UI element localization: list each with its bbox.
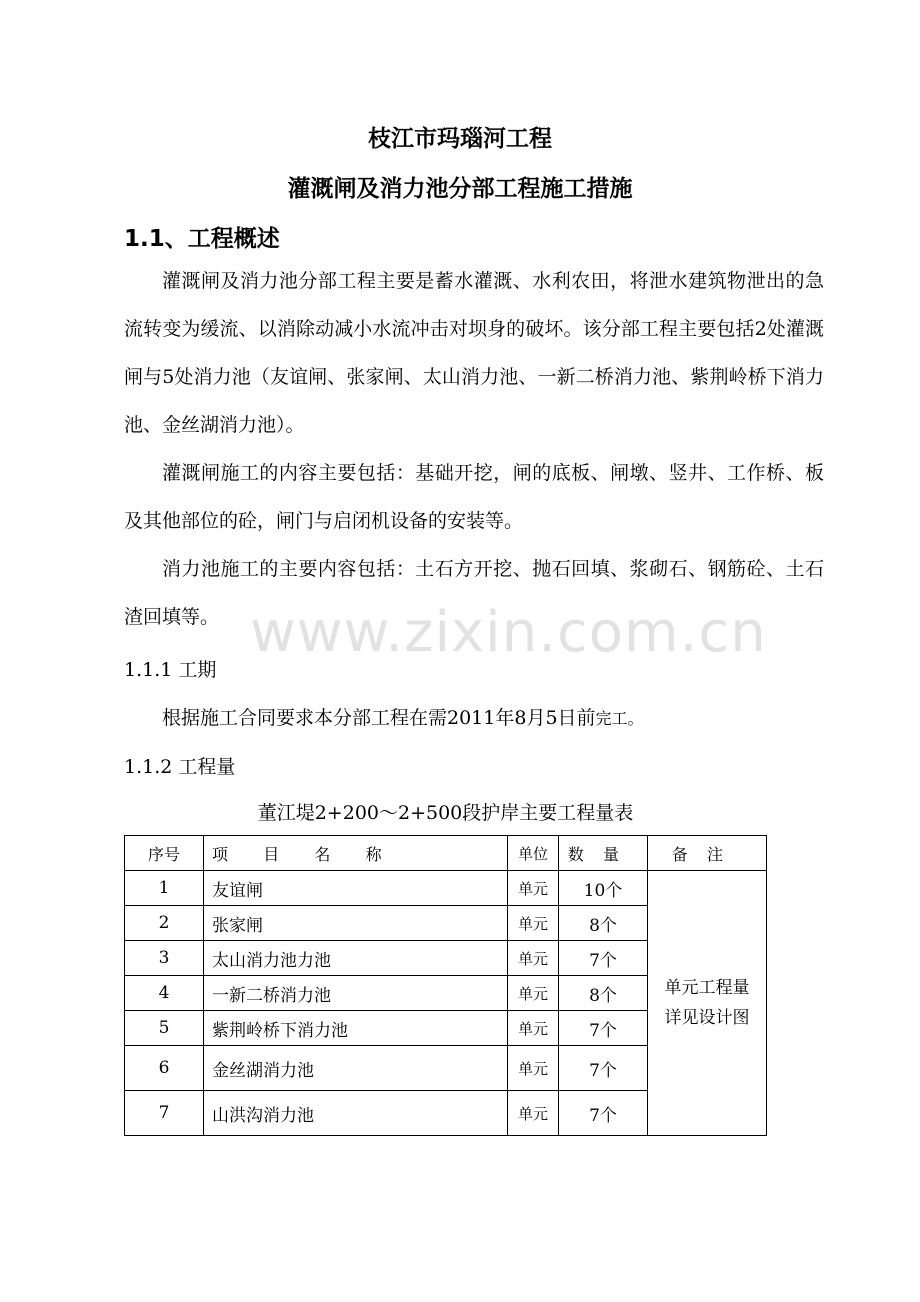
cell-no: 5 (125, 1011, 204, 1046)
cell-name: 张家闸 (204, 906, 508, 941)
section-heading: 1.1、工程概述 (124, 226, 280, 252)
header-note: 备注 (648, 836, 767, 871)
header-name: 项目名称 (204, 836, 508, 871)
document-subtitle: 灌溉闸及消力池分部工程施工措施 (287, 176, 633, 202)
cell-qty: 7个 (559, 1091, 648, 1136)
subsection-quantities: 1.1.2 工程量 (124, 756, 236, 778)
cell-name: 山洪沟消力池 (204, 1091, 508, 1136)
cell-qty: 7个 (559, 1011, 648, 1046)
subsection-schedule: 1.1.1 工期 (124, 659, 217, 681)
cell-name: 紫荆岭桥下消力池 (204, 1011, 508, 1046)
overview-paragraph: 灌溉闸及消力池分部工程主要是蓄水灌溉、水利农田，将泄水建筑物泄出的急流转变为缓流、以消除动减小水流冲击对坝身的破坏。该分部工程主要包括2处灌溉闸与5处消力池（友谊闸、张家闸、太山消力池、一新二桥消力池、紫荆岭桥下消力池、金丝湖消力池）。 (124, 270, 824, 436)
note-line2: 详见设计图 (664, 1008, 750, 1028)
schedule-text-end: 完工。 (595, 709, 644, 728)
header-no: 序号 (125, 836, 204, 871)
cell-unit: 单元 (508, 1091, 559, 1136)
cell-unit: 单元 (508, 1011, 559, 1046)
cell-no: 7 (125, 1091, 204, 1136)
cell-unit: 单元 (508, 976, 559, 1011)
table-caption: 董江堤2+200～2+500段护岸主要工程量表 (257, 802, 634, 824)
cell-qty: 8个 (559, 906, 648, 941)
cell-name: 太山消力池力池 (204, 941, 508, 976)
cell-no: 2 (125, 906, 204, 941)
cell-no: 4 (125, 976, 204, 1011)
cell-no: 1 (125, 871, 204, 906)
cell-unit: 单元 (508, 941, 559, 976)
cell-name: 一新二桥消力池 (204, 976, 508, 1011)
cell-unit: 单元 (508, 1046, 559, 1091)
note-line1: 单元工程量 (664, 978, 750, 998)
cell-qty: 8个 (559, 976, 648, 1011)
watermark: www.zixin.com.cn (250, 600, 767, 665)
cell-qty: 10个 (559, 871, 648, 906)
schedule-text: 根据施工合同要求本分部工程在需2011年8月5日前 (162, 707, 596, 729)
table-header-row (125, 836, 767, 871)
table-row (125, 871, 767, 906)
stilling-basin-paragraph: 消力池施工的主要内容包括：土石方开挖、抛石回填、浆砌石、钢筋砼、土石渣回填等。 (124, 558, 824, 628)
cell-unit: 单元 (508, 906, 559, 941)
header-unit: 单位 (508, 836, 559, 871)
cell-no: 3 (125, 941, 204, 976)
sluice-paragraph: 灌溉闸施工的内容主要包括：基础开挖，闸的底板、闸墩、竖井、工作桥、板及其他部位的砼，闸门与启闭机设备的安装等。 (124, 462, 824, 532)
cell-unit: 单元 (508, 871, 559, 906)
cell-qty: 7个 (559, 941, 648, 976)
cell-no: 6 (125, 1046, 204, 1091)
cell-name: 金丝湖消力池 (204, 1046, 508, 1091)
cell-qty: 7个 (559, 1046, 648, 1091)
cell-note (648, 871, 767, 1136)
quantity-table (124, 835, 767, 1136)
header-qty: 数量 (559, 836, 648, 871)
cell-name: 友谊闸 (204, 871, 508, 906)
document-title: 枝江市玛瑙河工程 (368, 126, 552, 152)
schedule-paragraph (124, 703, 824, 730)
